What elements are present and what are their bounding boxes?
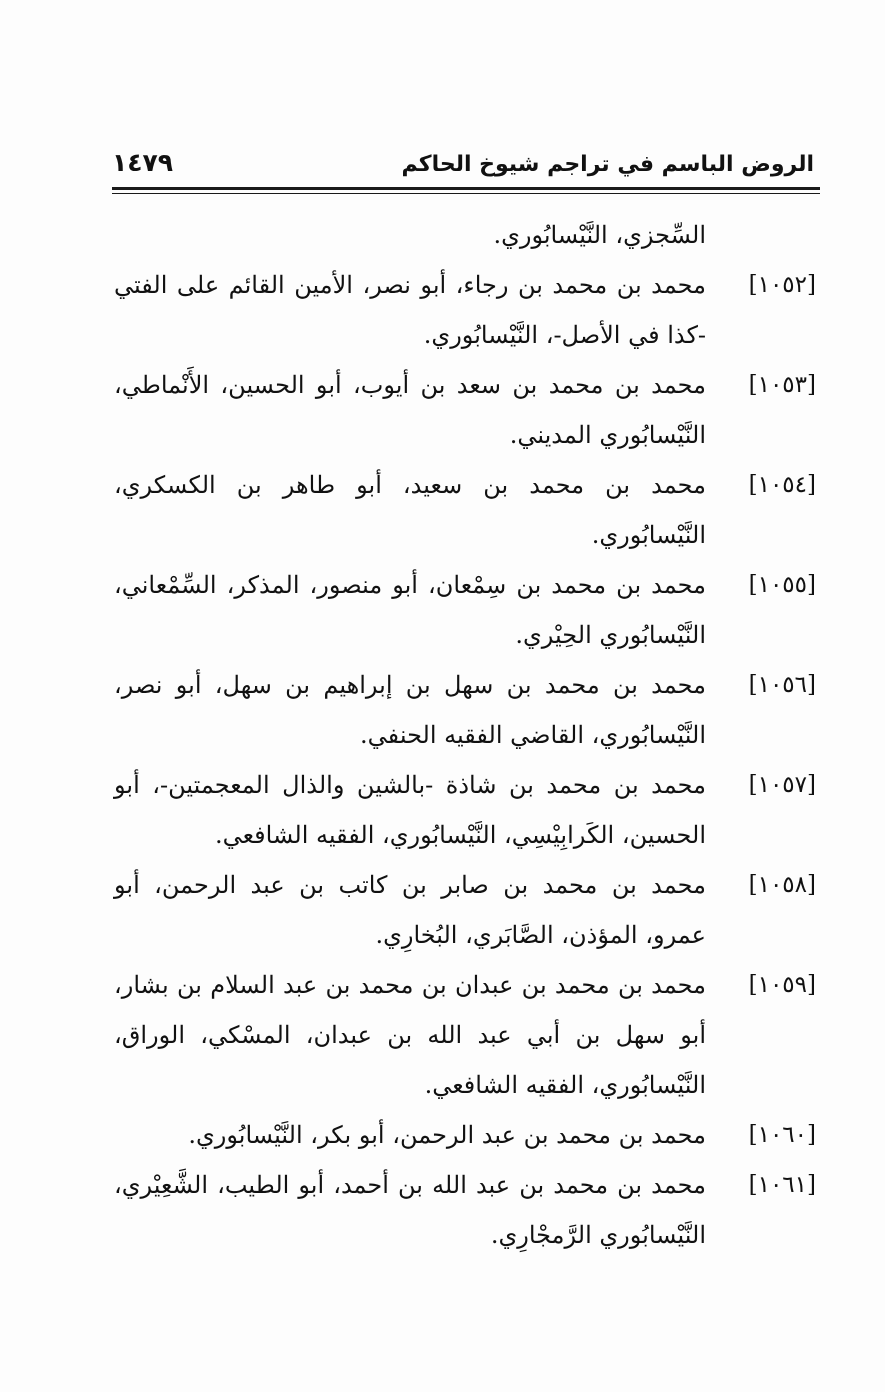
continued-entry-text: السِّجزي، النَّيْسابُوري. [493, 221, 706, 249]
entry-number: [١٠٥٥] [748, 572, 816, 598]
entry-1060 [114, 1110, 816, 1160]
entry-number: [١٠٦٠] [748, 1122, 816, 1148]
entry-1059 [114, 960, 816, 1110]
entry-1056 [114, 660, 816, 760]
entry-1061 [114, 1160, 816, 1260]
entry-1053 [114, 360, 816, 460]
book-title: الروض الباسم في تراجم شيوخ الحاكم [401, 152, 814, 177]
entry-number: [١٠٥٦] [748, 672, 816, 698]
entries-list [114, 210, 816, 1260]
entry-text: محمد بن محمد بن شاذة -بالشين والذال المعجمتين-، أبو الحسين، الكَرابِيْسِي، النَّيْسابُوري، الفقيه الشافعي. [114, 771, 706, 849]
entry-text: محمد بن محمد بن سعد بن أيوب، أبو الحسين، الأَنْماطي، النَّيْسابُوري المديني. [114, 371, 706, 449]
header-rule-thin [112, 193, 820, 194]
entry-1054 [114, 460, 816, 560]
page-number: ١٤٧٩ [112, 148, 174, 177]
entry-number: [١٠٥٩] [748, 972, 816, 998]
entry-1052 [114, 260, 816, 360]
entry-number: [١٠٥٧] [748, 772, 816, 798]
entry-1055 [114, 560, 816, 660]
entry-1057 [114, 760, 816, 860]
entry-number: [١٠٦١] [748, 1172, 816, 1198]
entry-1058 [114, 860, 816, 960]
entry-text: محمد بن محمد بن سِمْعان، أبو منصور، المذكر، السِّمْعاني، النَّيْسابُوري الحِيْري. [114, 571, 706, 649]
running-header [112, 148, 816, 184]
entry-text: محمد بن محمد بن صابر بن كاتب بن عبد الرحمن، أبو عمرو، المؤذن، الصَّابَري، البُخارِي. [114, 871, 706, 949]
entry-number: [١٠٥٤] [748, 472, 816, 498]
entry-number: [١٠٥٢] [748, 272, 816, 298]
entry-number: [١٠٥٨] [748, 872, 816, 898]
entry-text: محمد بن محمد بن عبد الرحمن، أبو بكر، النَّيْسابُوري. [188, 1121, 706, 1149]
entry-number: [١٠٥٣] [748, 372, 816, 398]
entry-text: محمد بن محمد بن سعيد، أبو طاهر بن الكسكري، النَّيْسابُوري. [114, 471, 706, 549]
entry-text: محمد بن محمد بن سهل بن إبراهيم بن سهل، أبو نصر، النَّيْسابُوري، القاضي الفقيه الحنفي. [114, 671, 706, 749]
entry-text: محمد بن محمد بن عبد الله بن أحمد، أبو الطيب، الشَّعِيْري، النَّيْسابُوري الرَّمجْارِي. [114, 1171, 706, 1249]
entry-text: محمد بن محمد بن رجاء، أبو نصر، الأمين القائم على الفتي -كذا في الأصل-، النَّيْسابُوري. [114, 271, 706, 349]
entry-text: محمد بن محمد بن عبدان بن محمد بن عبد السلام بن بشار، أبو سهل بن أبي عبد الله بن عبدان، المسْكي، الوراق، النَّيْسابُوري، الفقيه الشافعي. [114, 971, 706, 1099]
header-rule-thick [112, 187, 820, 190]
